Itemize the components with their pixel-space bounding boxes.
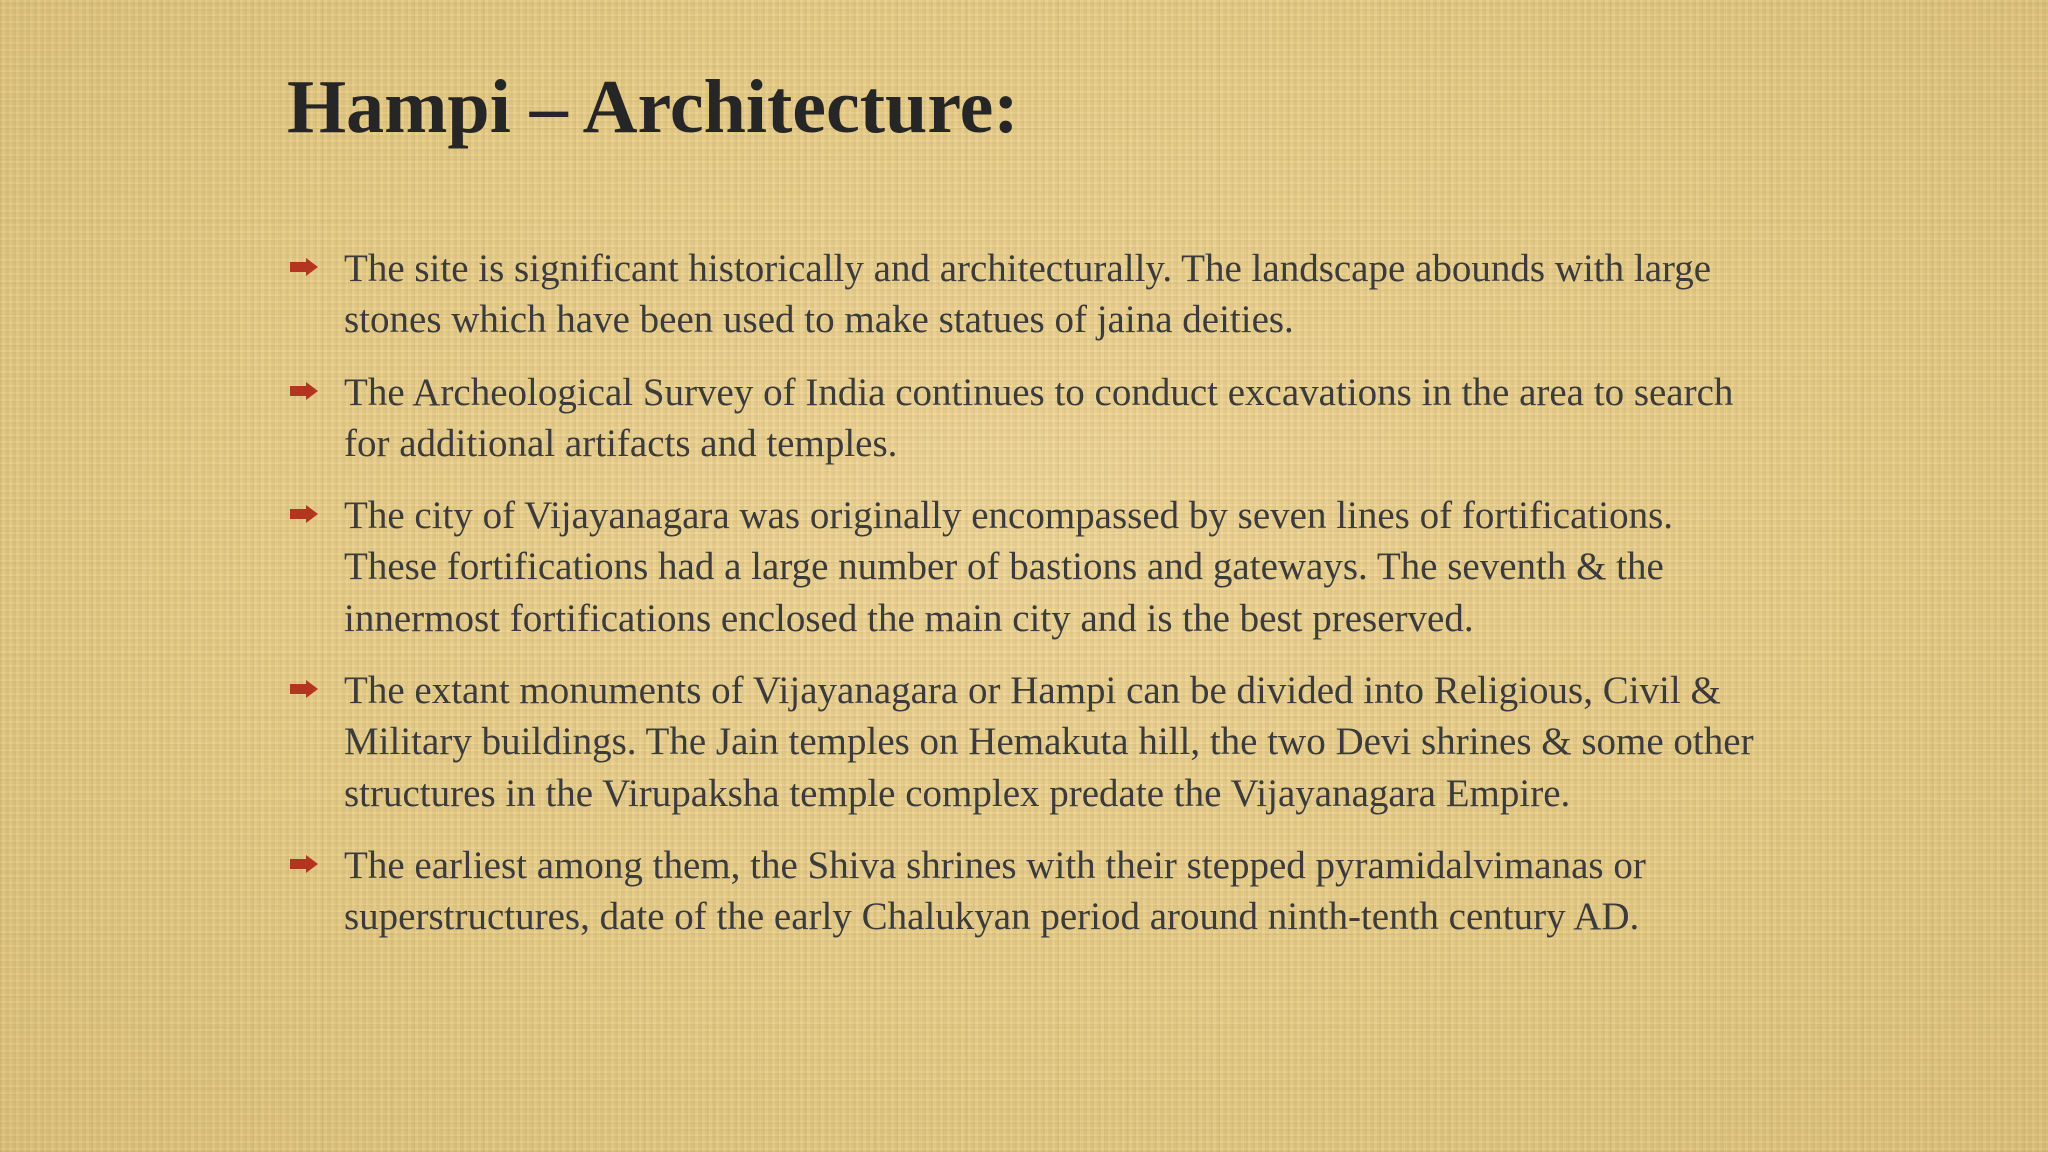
bullet-item: [287, 367, 1767, 470]
bullet-item: [287, 840, 1767, 943]
bullet-text: The city of Vijayanagara was originally encompassed by seven lines of fortifications. These fortifications had a large number of bastions and gateways. The seventh & the innermost fortifications enclosed the main city and is the best preserved.: [344, 494, 1674, 640]
bullet-text: The site is significant historically and architecturally. The landscape abounds with large stones which have been used to make statues of jaina deities.: [344, 247, 1712, 342]
bullet-item: [287, 665, 1767, 819]
right-arrow-icon: [289, 504, 319, 524]
right-arrow-icon: [289, 854, 319, 874]
bullet-text: The Archeological Survey of India continues to conduct excavations in the area to search for additional artifacts and temples.: [344, 370, 1734, 465]
bullet-item: [287, 490, 1767, 644]
right-arrow-icon: [289, 257, 319, 277]
bullet-text: The extant monuments of Vijayanagara or Hampi can be divided into Religious, Civil & Military buildings. The Jain temples on Hemakuta hill, the two Devi shrines & some other structures in the Virupaksha temple complex predate the Vijayanagara Empire.: [344, 669, 1754, 815]
bullet-text: The earliest among them, the Shiva shrines with their stepped pyramidalvimanas or superstructures, date of the early Chalukyan period around ninth-tenth century AD.: [344, 843, 1646, 939]
right-arrow-icon: [289, 679, 319, 699]
bullet-list: [287, 243, 1767, 964]
bullet-item: [287, 243, 1767, 346]
right-arrow-icon: [289, 381, 319, 401]
slide-title: Hampi – Architecture:: [287, 65, 1019, 149]
